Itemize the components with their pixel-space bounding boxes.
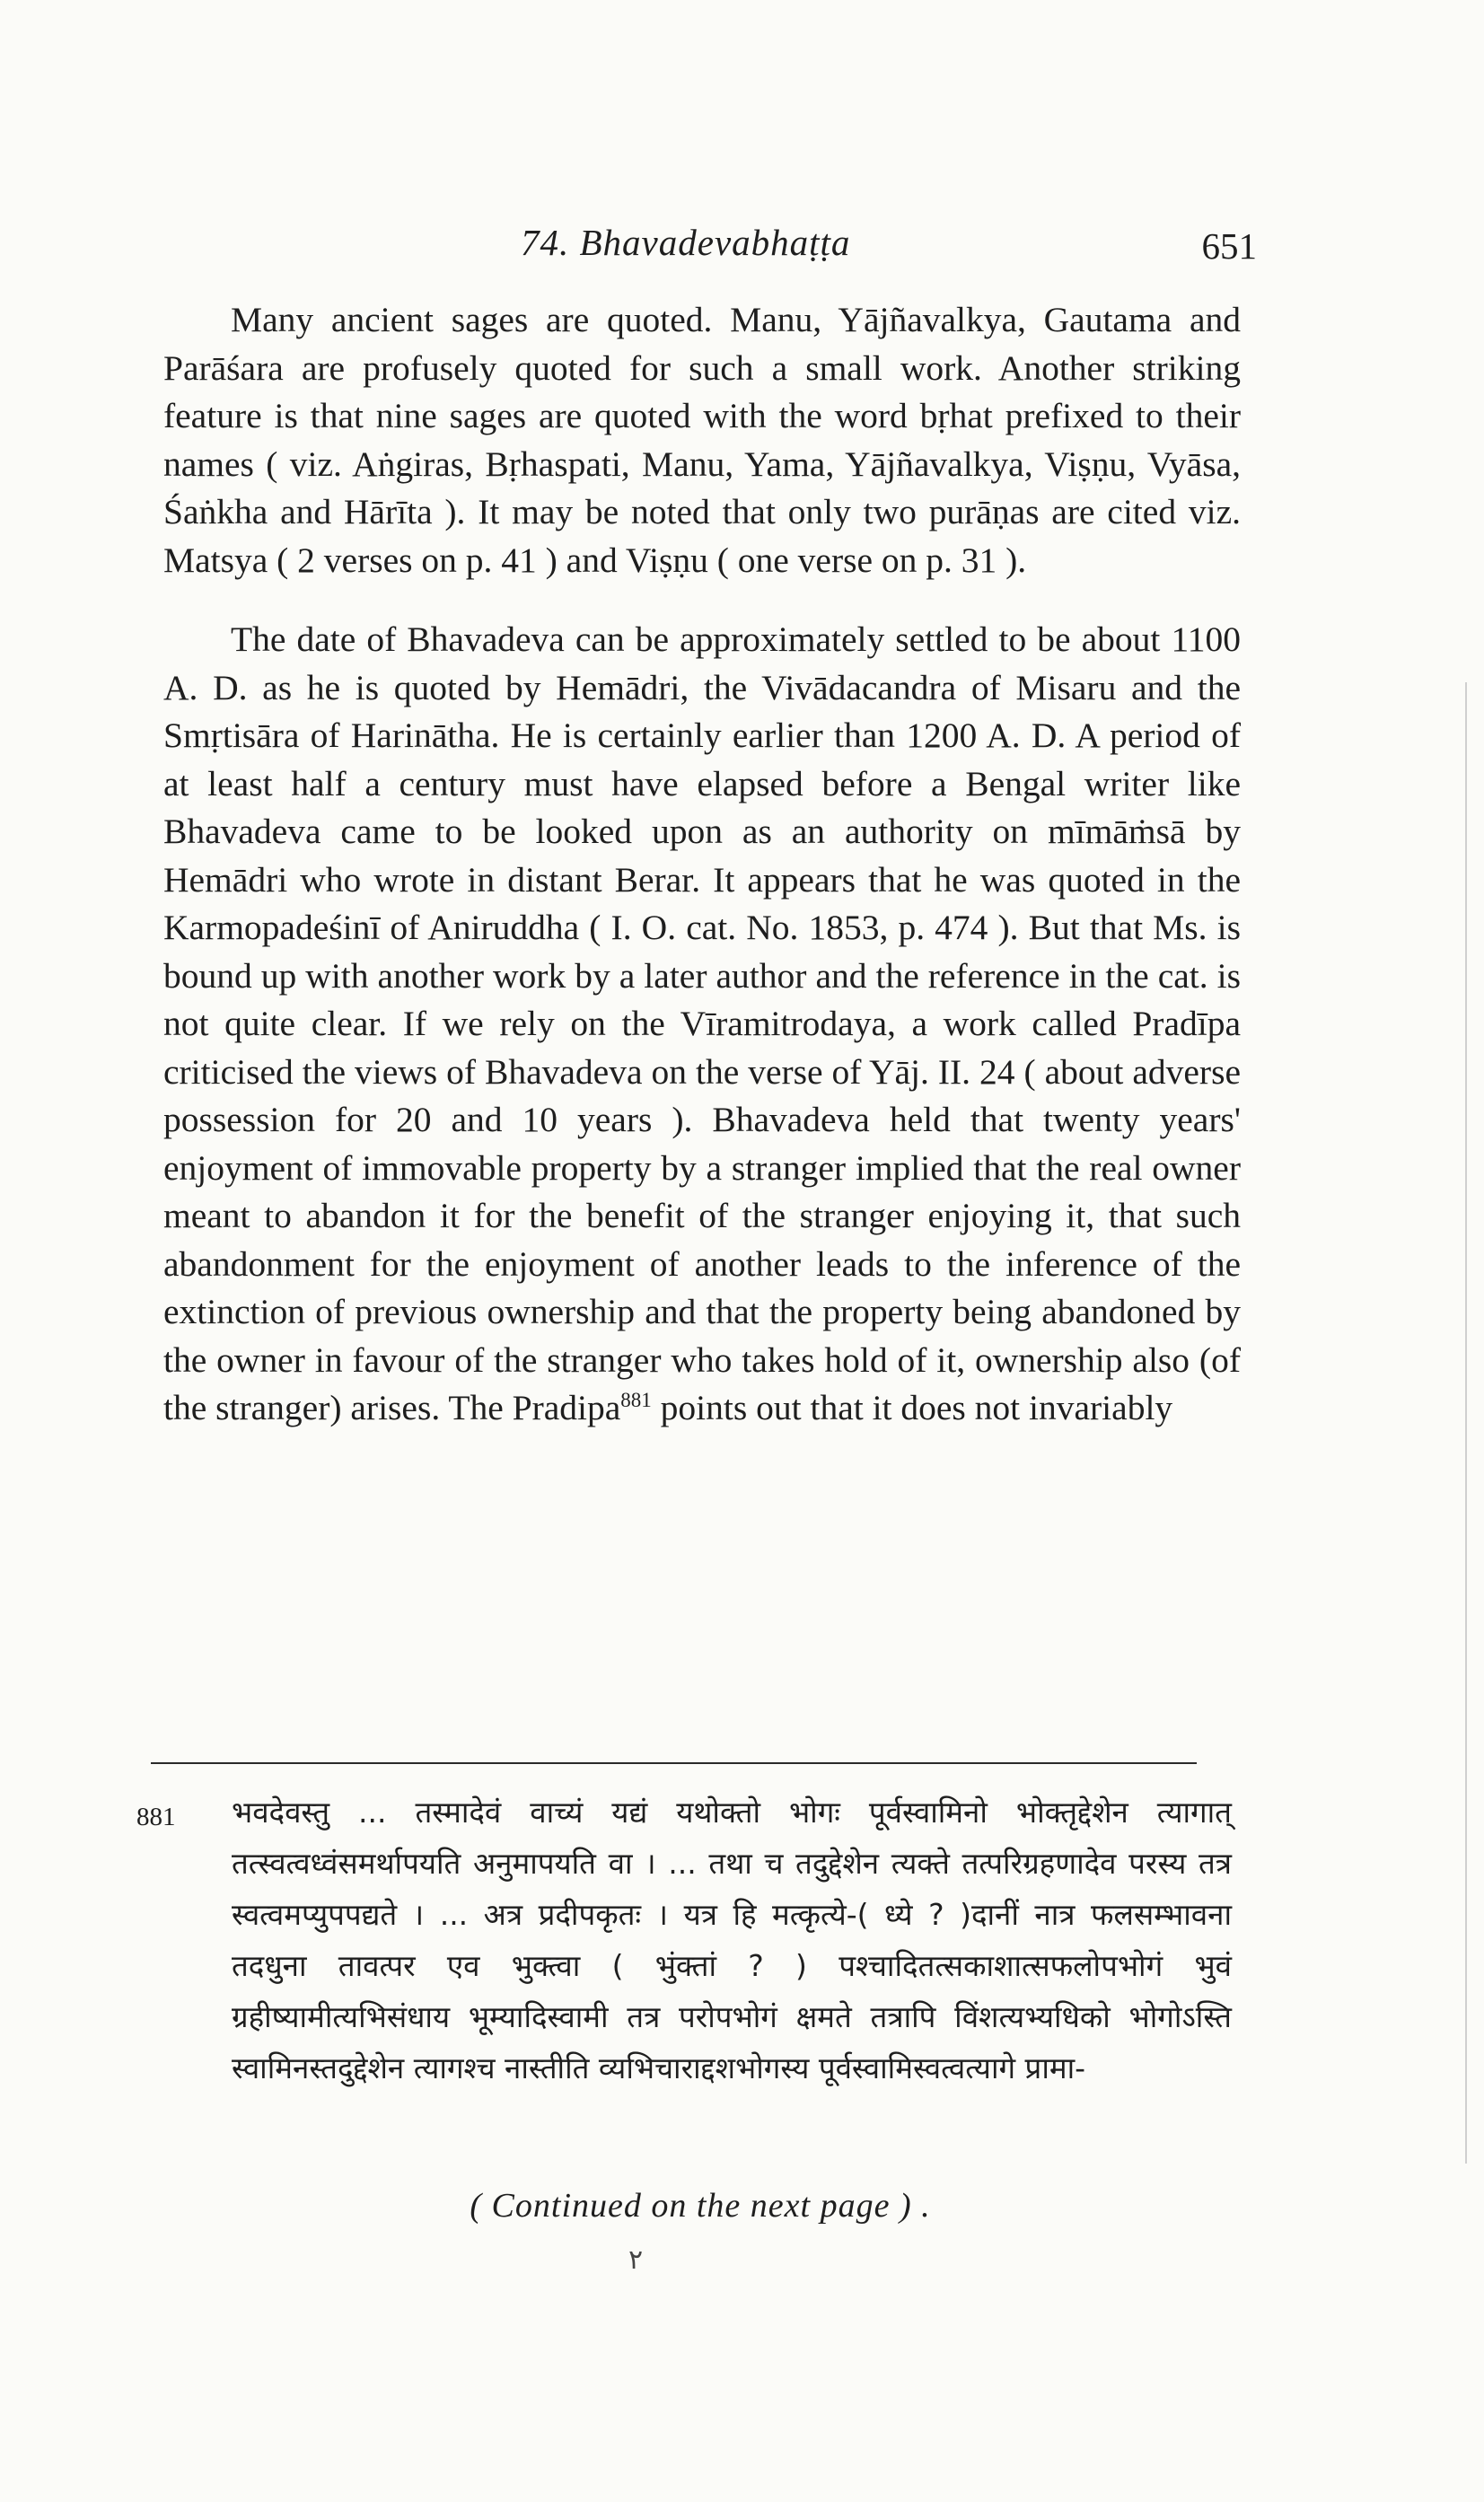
paragraph-date-tail: points out that it does not invariably [651,1388,1173,1427]
footnote-text: भवदेवस्तु ... तस्मादेवं वाच्यं यद्यं यथोक्तो भोगः पूर्वस्वामिनो भोक्तृद्देशेन त्यागात् तत्स्वत्वध्वंसमर्थापयति अनुमापयति वा । ... तथा च तदुद्देशेन त्यक्ते तत्परिग्रहणादेव परस्य तत्र स्वत्वमप्युपपद्यते । ... अत्र प्रदीपकृतः । यत्र हि मत्कृत्ये-( ध्ये ? )दानीं नात्र फलसम्भावना तदधुना तावत्पर एव भुक्त्वा ( भुंक्तां ? ) पश्चादितत्सकाशात्सफलोपभोगं भुवं ग्रहीष्यामीत्यभिसंधाय भूम्यादिस्वामी तत्र परोपभोगं क्षमते तत्रापि विंशत्यभ्यधिको भोगोऽस्ति स्वामिनस्तदुद्देशेन त्यागश्च नास्तीति व्यभिचाराद्दशभोगस्य पूर्वस्वामिस्वत्वत्यागे प्रामा- [232,1795,1232,2085]
running-head [162,215,1257,278]
signature-mark: ٢ [628,2245,644,2275]
footnote-reference: 881 [620,1388,652,1411]
paragraph-sages [163,296,1241,584]
page-edge-line [1465,682,1467,2164]
footnote-number: 881 [136,1803,176,1831]
paragraph-sages-text: Many ancient sages are quoted. Manu, Yājñavalkya, Gautama and Parāśara are profusely quoted for such a small work. Another striking feature is that nine sages are quoted with the word bṛhat prefixed to their names ( viz. Aṅgiras, Bṛhaspati, Manu, Yama, Yājñavalkya, Viṣṇu, Vyāsa, Śaṅkha and Hārīta ). It may be noted that only two purāṇas are cited viz. Matsya ( 2 verses on p. 41 ) and Viṣṇu ( one verse on p. 31 ). [163,300,1241,580]
paragraph-date-text: The date of Bhavadeva can be approximately settled to be about 1100 A. D. as he is quoted by Hemādri, the Vivādacandra of Misaru and the Smṛtisāra of Harinātha. He is certainly earlier than 1200 A. D. A period of at least half a century must have elapsed before a Bengal writer like Bhavadeva came to be looked upon as an authority on mīmāṁsā by Hemādri who wrote in distant Berar. It appears that he was quoted in the Karmopadeśinī of Aniruddha ( I. O. cat. No. 1853, p. 474 ). But that Ms. is bound up with another work by a later author and the reference in the cat. is not quite clear. If we rely on the Vīramitrodaya, a work called Pradīpa criticised the views of Bhavadeva on the verse of Yāj. II. 24 ( about adverse possession for 20 and 10 years ). Bhavadeva held that twenty years' enjoyment of immovable property by a stranger implied that the real owner meant to abandon it for the benefit of the stranger enjoying it, that such abandonment for the enjoyment of another leads to the inference of the extinction of previous ownership and that the property being abandoned by the owner in favour of the stranger who takes hold of it, ownership also (of the stranger) arises. The Pradipa [163,619,1241,1427]
paragraph-date [163,616,1241,1433]
continued-note: ( Continued on the next page ) . [470,2187,931,2225]
page-number: 651 [1201,225,1257,267]
running-title: 74. Bhavadevabhaṭṭa [521,222,851,263]
footnote-divider [151,1762,1197,1764]
body-text [163,296,1241,1433]
footnote [136,1787,1232,2094]
